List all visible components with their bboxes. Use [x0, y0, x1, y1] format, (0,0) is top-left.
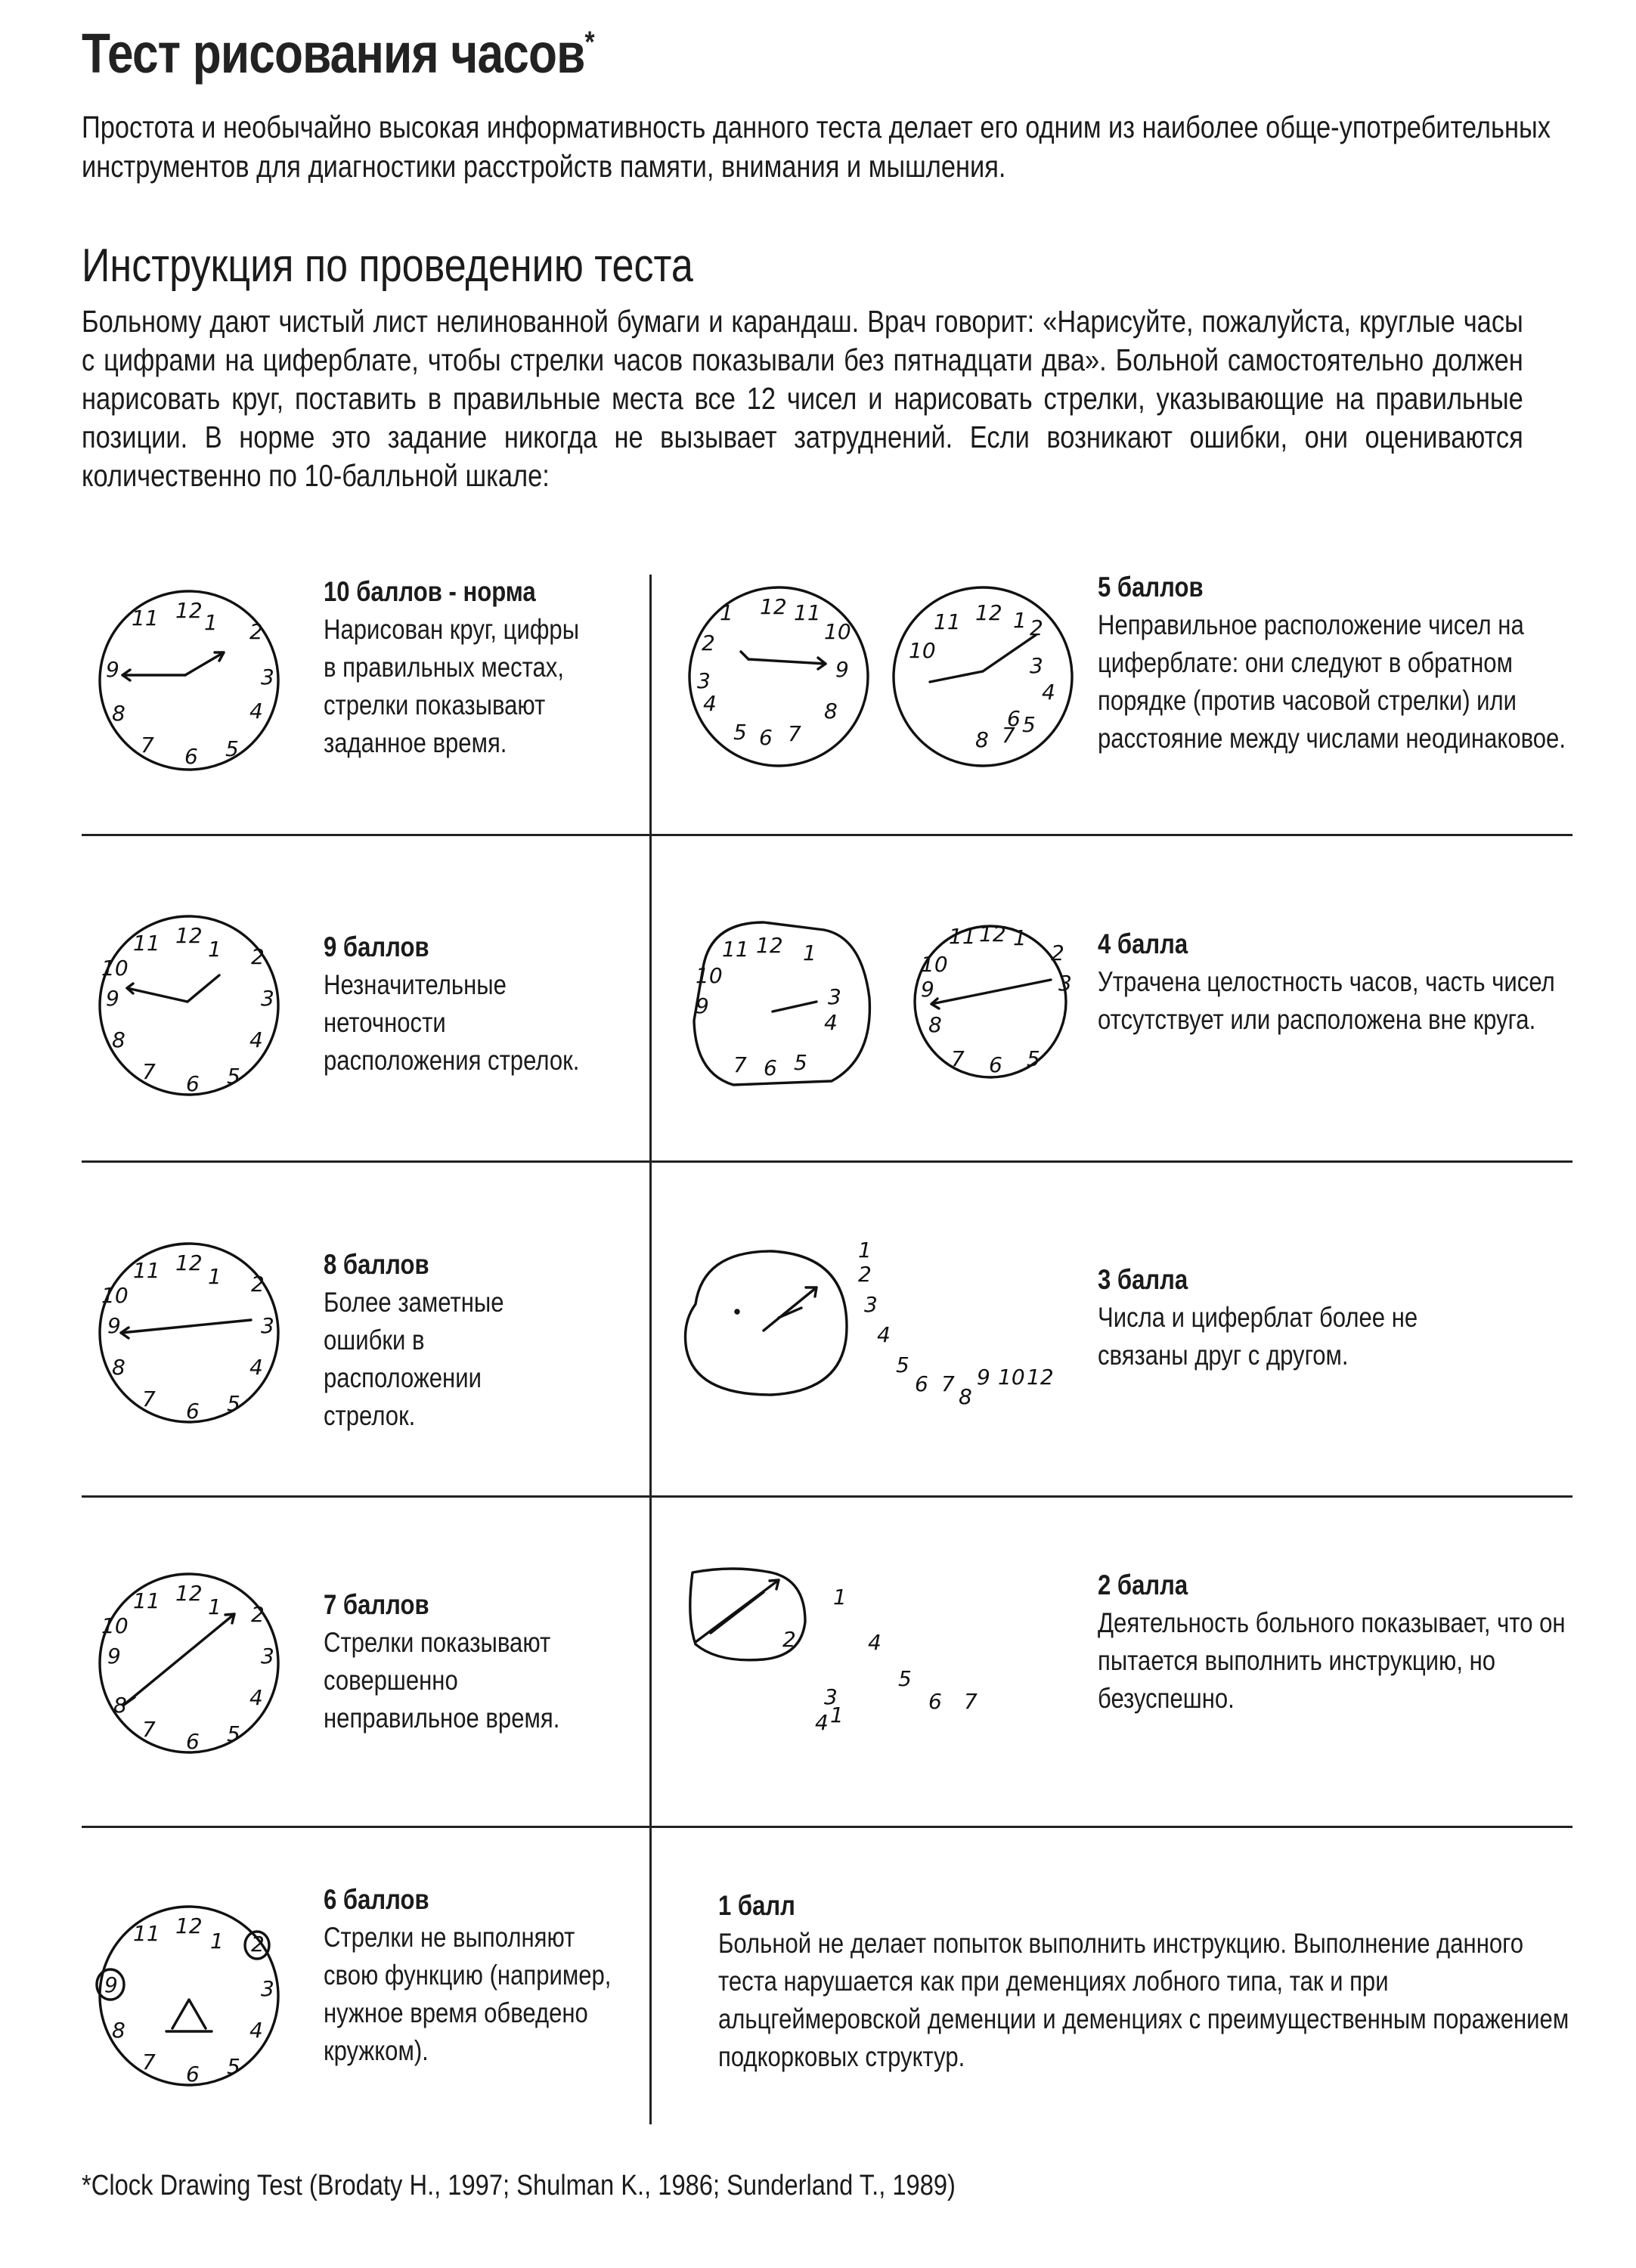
svg-text:7: 7	[788, 721, 801, 746]
svg-text:9: 9	[835, 657, 849, 682]
svg-text:7: 7	[951, 1046, 965, 1071]
svg-text:11: 11	[133, 931, 160, 956]
svg-text:7: 7	[941, 1371, 955, 1396]
svg-text:3: 3	[697, 668, 711, 693]
svg-text:1: 1	[1013, 608, 1027, 633]
svg-text:3: 3	[261, 986, 274, 1011]
svg-text:7: 7	[1002, 723, 1015, 748]
page-title	[82, 21, 594, 85]
svg-text:8: 8	[112, 1027, 125, 1052]
svg-text:11: 11	[133, 1258, 160, 1283]
score-cell-10	[324, 573, 596, 762]
svg-text:2: 2	[702, 631, 715, 655]
svg-text:11: 11	[133, 1921, 160, 1946]
svg-text:12: 12	[975, 600, 1002, 625]
score-description: Стрелки не выполняют свою функцию (например, нужное время обведено кружком).	[324, 1922, 612, 2066]
clock-drawing-4	[680, 907, 1081, 1104]
svg-text:5: 5	[227, 2054, 240, 2079]
svg-text:3: 3	[864, 1292, 878, 1317]
svg-text:7: 7	[733, 1052, 747, 1077]
svg-text:4: 4	[249, 1027, 263, 1052]
svg-text:10: 10	[998, 1365, 1025, 1390]
score-label: 4 балла	[1098, 928, 1188, 959]
num: 3	[261, 665, 274, 689]
svg-text:11: 11	[132, 606, 159, 631]
score-label: 9 баллов	[324, 931, 429, 962]
clock-drawing-8	[91, 1231, 287, 1435]
clock-drawing-7	[91, 1561, 287, 1765]
svg-text:2: 2	[782, 1627, 796, 1652]
svg-text:9: 9	[107, 1644, 121, 1668]
score-cell-7	[324, 1586, 596, 1737]
svg-text:10: 10	[824, 619, 851, 644]
score-description: Больной не делает попыток выполнить инструкцию. Выполнение данного теста нарушается как при деменциях лобного типа, так и при альцгеймеровской деменции и деменциях с преимущественным поражением подкорковых структур.	[718, 1928, 1569, 2072]
table-divider	[82, 1826, 1572, 1828]
svg-text:4: 4	[249, 699, 263, 723]
svg-text:5: 5	[225, 736, 239, 761]
svg-text:7: 7	[142, 1387, 156, 1411]
svg-text:8: 8	[112, 1355, 125, 1380]
svg-text:5: 5	[896, 1352, 909, 1377]
svg-text:12: 12	[175, 598, 203, 623]
svg-text:1: 1	[830, 1703, 844, 1727]
svg-text:7: 7	[142, 2050, 156, 2074]
score-description: Числа и циферблат более не связаны друг с другом.	[1098, 1302, 1418, 1371]
score-cell-1	[718, 1887, 1576, 2076]
svg-text:9: 9	[977, 1365, 990, 1390]
score-cell-8	[324, 1246, 533, 1435]
svg-text:2: 2	[251, 1272, 265, 1297]
clock-drawing-2	[665, 1557, 1013, 1754]
score-cell-3	[1098, 1261, 1479, 1374]
svg-text:8: 8	[959, 1384, 972, 1409]
instruction-paragraph: Больному дают чистый лист нелинованной бумаги и карандаш. Врач говорит: «Нарисуйте, пожалуйста, круглые часы с цифрами на циферблате, чтобы стрелки часов показывали без пятнадцати два». Больной самостоятельно должен нарисовать круг, поставить в правильные места все 12 чисел и нарисовать стрелки, указывающие на правильные позиции. В норме это задание никогда не вызывает затруднений. Если возникают ошибки, они оцениваются количественно по 10-балльной шкале:	[82, 304, 1523, 493]
svg-text:5: 5	[733, 720, 747, 745]
score-cell-2	[1098, 1566, 1580, 1718]
svg-text:3: 3	[1058, 971, 1072, 996]
score-cell-4	[1098, 925, 1568, 1039]
svg-text:5: 5	[794, 1050, 807, 1075]
title-text: Тест рисования часов	[82, 22, 585, 85]
svg-text:6: 6	[1007, 706, 1021, 731]
svg-text:4: 4	[1042, 680, 1055, 705]
svg-text:5: 5	[227, 1721, 240, 1746]
svg-text:3: 3	[828, 984, 841, 1009]
svg-text:3: 3	[261, 1976, 274, 2001]
svg-text:12: 12	[175, 1581, 203, 1606]
svg-text:4: 4	[868, 1630, 882, 1655]
svg-text:11: 11	[794, 600, 821, 625]
svg-text:8: 8	[928, 1012, 942, 1037]
clock-drawing-10	[91, 578, 287, 782]
svg-text:3: 3	[824, 1684, 838, 1709]
svg-text:10: 10	[101, 956, 129, 981]
svg-text:8: 8	[112, 701, 125, 726]
svg-text:2: 2	[1051, 940, 1064, 965]
svg-text:8: 8	[112, 2018, 125, 2043]
svg-text:9: 9	[106, 657, 119, 682]
table-divider	[82, 834, 1572, 836]
svg-text:10: 10	[921, 952, 948, 977]
svg-text:12: 12	[175, 923, 203, 948]
clock-drawing-6	[91, 1894, 287, 2098]
svg-text:5: 5	[898, 1666, 912, 1691]
table-column-divider	[649, 575, 652, 2124]
clock-drawing-5	[680, 575, 1081, 779]
clock-drawing-3	[665, 1236, 1119, 1448]
svg-text:6: 6	[928, 1689, 942, 1714]
score-label: 2 балла	[1098, 1569, 1188, 1600]
score-cell-9	[324, 928, 596, 1080]
svg-text:9: 9	[107, 1313, 121, 1338]
svg-text:9: 9	[921, 977, 934, 1002]
svg-text:7: 7	[964, 1689, 978, 1714]
score-label: 1 балл	[718, 1890, 795, 1921]
svg-text:1: 1	[1013, 925, 1027, 950]
svg-text:10: 10	[696, 963, 723, 988]
svg-text:7: 7	[142, 1059, 156, 1084]
svg-text:12: 12	[979, 922, 1006, 947]
svg-text:1: 1	[208, 937, 222, 962]
svg-text:4: 4	[249, 1685, 263, 1710]
score-label: 5 баллов	[1098, 572, 1204, 603]
svg-text:1: 1	[208, 1594, 222, 1619]
svg-text:1: 1	[720, 600, 733, 625]
svg-text:4: 4	[703, 691, 717, 716]
svg-text:9: 9	[696, 993, 709, 1018]
svg-text:9: 9	[104, 1972, 118, 1997]
score-description: Нарисован круг, цифры в правильных местах, стрелки показывают заданное время.	[324, 614, 580, 758]
svg-text:6: 6	[186, 1399, 200, 1424]
svg-text:8: 8	[113, 1693, 127, 1718]
svg-text:6: 6	[759, 725, 773, 750]
score-description: Деятельность больного показывает, что он пытается выполнить инструкцию, но безуспешно.	[1098, 1607, 1566, 1714]
intro-paragraph: Простота и необычайно высокая информативность данного теста делает его одним из наиболее обще-употребительных инструментов для диагностики расстройств памяти, внимания и мышления.	[82, 110, 1551, 184]
score-label: 8 баллов	[324, 1249, 429, 1280]
score-description: Стрелки показывают совершенно неправильное время.	[324, 1627, 560, 1734]
svg-text:1: 1	[833, 1585, 847, 1610]
svg-text:6: 6	[915, 1371, 928, 1396]
svg-text:1: 1	[210, 1929, 224, 1954]
svg-text:6: 6	[989, 1052, 1002, 1077]
score-label: 3 балла	[1098, 1264, 1188, 1295]
svg-text:10: 10	[101, 1613, 129, 1638]
svg-text:6: 6	[186, 1729, 200, 1754]
svg-text:8: 8	[824, 699, 838, 723]
svg-text:1: 1	[204, 610, 218, 635]
svg-text:4: 4	[877, 1322, 891, 1347]
score-label: 10 баллов - норма	[324, 576, 536, 607]
score-label: 6 баллов	[324, 1884, 429, 1915]
svg-text:11: 11	[934, 609, 961, 634]
svg-text:3: 3	[261, 1313, 274, 1338]
score-description: Незначительные неточности расположения стрелок.	[324, 969, 580, 1076]
title-footnote-mark: *	[584, 26, 594, 59]
svg-text:10: 10	[909, 638, 936, 663]
svg-text:7: 7	[141, 733, 154, 758]
svg-text:7: 7	[142, 1717, 156, 1742]
svg-text:12: 12	[175, 1250, 203, 1275]
score-cell-5	[1098, 569, 1568, 758]
svg-text:2: 2	[251, 944, 265, 969]
svg-text:11: 11	[949, 924, 976, 949]
svg-text:2: 2	[249, 619, 263, 644]
svg-text:1: 1	[208, 1264, 222, 1289]
svg-text:6: 6	[186, 2062, 200, 2087]
clock-drawing-9	[91, 903, 287, 1108]
score-description: Неправильное расположение чисел на циферблате: они следуют в обратном порядке (против часовой стрелки) или расстояние между числами неодинаковое.	[1098, 609, 1566, 754]
svg-text:10: 10	[101, 1283, 129, 1308]
svg-text:2: 2	[858, 1262, 872, 1287]
svg-text:2: 2	[251, 1932, 265, 1957]
footnote: *Clock Drawing Test (Brodaty H., 1997; Shulman K., 1986; Sunderland T., 1989)	[82, 2170, 956, 2201]
svg-text:5: 5	[227, 1391, 240, 1416]
svg-text:2: 2	[251, 1602, 265, 1627]
svg-text:5: 5	[227, 1064, 240, 1089]
score-description: Утрачена целостность часов, часть чисел отсутствует или расположена вне круга.	[1098, 966, 1555, 1035]
svg-text:4: 4	[824, 1010, 838, 1035]
svg-text:1: 1	[858, 1238, 872, 1263]
svg-text:12: 12	[756, 933, 783, 958]
svg-text:3: 3	[1030, 653, 1043, 678]
svg-text:2: 2	[1030, 615, 1043, 640]
table-divider	[82, 1495, 1572, 1498]
svg-text:5: 5	[1022, 712, 1036, 737]
svg-text:12: 12	[175, 1913, 203, 1938]
svg-text:9: 9	[106, 986, 119, 1011]
svg-text:11: 11	[722, 937, 749, 962]
svg-text:6: 6	[186, 1071, 200, 1096]
instruction-heading: Инструкция по проведению теста	[82, 240, 693, 292]
svg-text:6: 6	[184, 744, 198, 769]
svg-text:11: 11	[133, 1588, 160, 1613]
svg-text:12: 12	[1027, 1365, 1054, 1390]
svg-text:12: 12	[760, 594, 787, 619]
svg-text:4: 4	[249, 2018, 263, 2043]
score-cell-6	[324, 1881, 615, 2070]
svg-text:3: 3	[261, 1644, 274, 1668]
svg-text:4: 4	[815, 1710, 829, 1735]
table-divider	[82, 1160, 1572, 1163]
svg-text:4: 4	[249, 1355, 263, 1380]
svg-text:5: 5	[1027, 1046, 1040, 1071]
svg-text:1: 1	[803, 940, 816, 965]
score-description: Более заметные ошибки в расположении стрелок.	[324, 1287, 504, 1431]
score-label: 7 баллов	[324, 1589, 429, 1620]
svg-text:6: 6	[764, 1055, 777, 1080]
svg-text:8: 8	[975, 727, 989, 752]
